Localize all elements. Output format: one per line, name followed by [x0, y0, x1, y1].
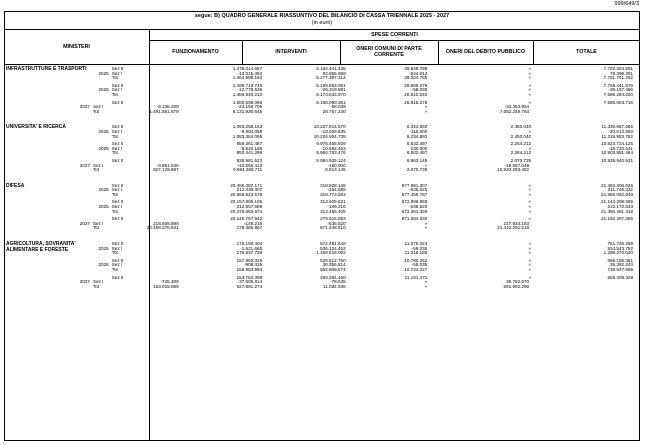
oneri-comuni-value: 6.234.892	[406, 133, 428, 139]
row-type: Tot	[92, 108, 100, 114]
interventi-value: 6.277.397.314	[316, 75, 346, 81]
oneri-comuni-value: -544.014	[409, 70, 428, 76]
totale-value: 11.339.867.665	[601, 124, 633, 130]
oneri-debito-value: «	[424, 283, 428, 289]
interventi-value: 318.928.148	[320, 182, 346, 188]
row-type: Tot	[111, 133, 118, 139]
funzionamento-value: 212.857.589	[236, 204, 263, 210]
oneri-debito-value: «	[528, 204, 532, 210]
oneri-debito-value: «	[528, 66, 532, 71]
oneri-debito-value: «	[528, 267, 532, 272]
year-label: 2025	[98, 187, 109, 193]
row-type: Sez II	[111, 66, 124, 71]
header-funzionamento: FUNZIONAMENTO	[172, 49, 219, 55]
row-type: Tot	[111, 75, 118, 81]
oneri-comuni-value: 6.502.497	[406, 150, 428, 156]
oneri-debito-value: «	[424, 104, 428, 110]
oneri-comuni-value: -59.035	[411, 245, 428, 251]
oneri-debito-value: «	[528, 91, 532, 97]
totale-value: 21.665.052.948	[601, 191, 633, 197]
page-title	[4, 13, 640, 27]
row-type: Sez II	[111, 99, 124, 105]
document-reference: 999/649/3	[614, 1, 639, 7]
title-unit: (in euro)	[311, 20, 333, 26]
oneri-comuni-value: 677.991.307	[401, 182, 428, 188]
totale-value: 691.992.299	[503, 283, 530, 289]
oneri-comuni-value: 6.813.145	[325, 167, 346, 173]
oneri-debito-value: «	[424, 162, 428, 168]
oneri-debito-value: «	[528, 250, 532, 256]
totale-value: 212.172.833	[607, 204, 633, 210]
oneri-comuni-value: 28.815.279	[404, 99, 428, 105]
oneri-comuni-value: 6.963.145	[406, 157, 428, 163]
interventi-value: 6.173.533.970	[316, 91, 346, 97]
totale-value: 21.356.481.418	[601, 208, 633, 214]
header-rule-top	[4, 29, 640, 30]
row-type: Tot	[111, 91, 118, 97]
interventi-value: 313.605.621	[320, 199, 346, 205]
funzionamento-value: 20.157.806.105	[230, 199, 263, 205]
funzionamento-value: 153.763.398	[236, 274, 263, 280]
header-rule-group	[149, 40, 640, 41]
interventi-value: 92.955.869	[322, 70, 346, 76]
funzionamento-value: 950.441.299	[236, 150, 263, 156]
row-type: Sez II	[111, 182, 124, 188]
interventi-value: 6.199.853.051	[316, 82, 346, 88]
interventi-value: 536.124.452	[320, 245, 346, 251]
interventi-value: 1.108.616.092	[316, 250, 346, 256]
totale-value: 7.685.603.718	[603, 99, 633, 105]
interventi-value: -24.159.706	[237, 104, 263, 110]
funzionamento-value: 212.436.407	[236, 187, 263, 193]
row-type: Tot	[111, 250, 118, 256]
oneri-debito-value: 2.450.040	[510, 133, 532, 139]
oneri-debito-value: «	[424, 225, 428, 231]
ministero-name: INFRASTRUTTURE E TRASPORTI	[6, 66, 87, 72]
funzionamento-value: 20.668.823.578	[230, 191, 263, 197]
ministero-name: UNIVERSITA' E RICERCA	[6, 124, 66, 131]
interventi-value: -10.009.835	[321, 128, 346, 134]
oneri-comuni-value: 28.888.079	[404, 82, 428, 88]
oneri-comuni-value: 11.082.936	[322, 283, 346, 289]
oneri-debito-value: «	[528, 70, 532, 76]
funzionamento-value: 1.083.364.095	[232, 133, 263, 139]
ministero-name: DIFESA	[6, 182, 25, 189]
oneri-comuni-value: 672.361.339	[401, 208, 428, 214]
funzionamento-value: 935.981.523	[236, 157, 263, 163]
interventi-value: 9.984.269.711	[233, 167, 263, 173]
totale-value: 10.903.991.484	[601, 150, 633, 156]
funzionamento-value: 1.478.014.657	[232, 66, 263, 71]
funzionamento-value: -1.521.665	[240, 245, 263, 251]
interventi-value: -149.216	[327, 204, 346, 210]
interventi-value: 572.491.640	[320, 241, 346, 247]
funzionamento-value: 959.361.487	[236, 141, 263, 147]
interventi-value: 279.465.867	[236, 225, 263, 231]
funzionamento-value: -8.920.168	[240, 145, 263, 151]
oneri-debito-value: «	[528, 245, 532, 251]
interventi-value: 6.184.441.445	[316, 66, 346, 71]
oneri-comuni-value: 6.344.892	[406, 124, 428, 130]
funzionamento-value: 20.240.767.942	[230, 216, 263, 222]
oneri-comuni-value: 671.448.810	[320, 225, 346, 231]
oneri-comuni-value: 6.632.497	[406, 141, 428, 147]
row-type: Sez I	[111, 70, 123, 76]
header-oneri-comuni: ONERI COMUNI DI PARTE CORRENTE	[356, 46, 422, 58]
oneri-debito-value: 2.264.212	[510, 150, 532, 156]
column-divider	[340, 40, 341, 65]
funzionamento-value: 20.370.663.674	[230, 208, 263, 214]
funzionamento-value: -9.894.058	[240, 128, 263, 134]
row-type: Tot	[111, 208, 118, 214]
totale-value: 211.746.322	[607, 187, 633, 193]
row-type: Sez I	[111, 245, 123, 251]
oneri-debito-value: «	[528, 87, 532, 93]
row-type: Sez II	[111, 157, 124, 163]
totale-value: 761.726.268	[607, 241, 633, 247]
row-type: Sez I	[111, 145, 123, 151]
oneri-comuni-value: -58.039	[330, 104, 346, 110]
row-type: Tot	[92, 283, 100, 289]
funzionamento-value: 153.018.089	[153, 283, 179, 289]
oneri-debito-value: 2.264.212	[510, 141, 532, 147]
totale-value: 655.209.329	[607, 274, 633, 280]
row-type: Sez I	[111, 87, 123, 93]
row-type: Tot	[92, 225, 100, 231]
funzionamento-value: -9.136.209	[156, 104, 179, 110]
oneri-comuni-value: 11.161.471	[404, 274, 428, 280]
year-label: 2026	[98, 87, 109, 93]
header-totale: TOTALE	[576, 49, 597, 55]
oneri-comuni-value: 672.896.859	[401, 199, 428, 205]
totale-value: 10.923.724.125	[601, 141, 633, 147]
interventi-value: 490.284.460	[320, 274, 346, 280]
row-type: Sez I	[92, 104, 104, 110]
year-label	[5, 285, 91, 290]
oneri-comuni-value: -78.535	[330, 279, 346, 285]
title-main: segue: B) QUADRO GENERALE RIASSUNTIVO DEL BILANCIO DI CASSA TRIENNALE 2025 - 2027	[194, 13, 450, 19]
row-type: Tot	[111, 191, 118, 197]
totale-value: 7.781.701.262	[603, 75, 633, 81]
table-row	[5, 285, 639, 290]
totale-value: 35.392.244	[610, 262, 633, 268]
interventi-value: 9.964.783.476	[316, 150, 346, 156]
interventi-value: 10.226.904.735	[313, 133, 346, 139]
oneri-debito-value: «	[528, 262, 532, 268]
totale-value: 534.543.752	[607, 245, 633, 251]
totale-value: 7.728.441.876	[603, 82, 633, 88]
oneri-comuni-value: 10.724.227	[404, 267, 428, 272]
funzionamento-value: -8.851.636	[156, 162, 179, 168]
oneri-debito-value: «	[528, 216, 532, 222]
totale-value: 21.410.291.518	[497, 225, 530, 231]
oneri-comuni-value: 28.810.040	[404, 91, 428, 97]
year-label: 2025	[98, 128, 109, 134]
interventi-value: 9.994.925.124	[316, 157, 346, 163]
oneri-comuni-value: 39.848.799	[404, 66, 428, 71]
funzionamento-value: 156.953.994	[236, 267, 263, 272]
totale-value: 1.296.270.020	[603, 250, 633, 256]
funzionamento-value: 1.464.999.163	[232, 75, 263, 81]
row-type: Tot	[111, 267, 118, 272]
oneri-comuni-value: -535.520	[327, 220, 346, 226]
oneri-debito-value: «	[528, 82, 532, 88]
funzionamento-value: 927.129.887	[153, 167, 179, 173]
oneri-debito-value: «	[528, 199, 532, 205]
funzionamento-value: 1.500.698.068	[232, 99, 263, 105]
header-rule-bottom	[4, 64, 640, 65]
year-label: 2027	[79, 279, 90, 285]
totale-value: 10.939.940.531	[601, 157, 633, 163]
funzionamento-value: 1.499.719.746	[232, 82, 263, 88]
oneri-comuni-value: -110.000	[409, 128, 428, 134]
totale-value: 730.547.595	[607, 267, 633, 272]
interventi-value: 279.615.083	[320, 216, 346, 222]
funzionamento-value: 176.637.739	[236, 250, 263, 256]
row-type: Sez I	[111, 187, 123, 193]
funzionamento-value: -12.779.536	[237, 87, 263, 93]
interventi-value: 6.131.930.645	[232, 108, 263, 114]
totale-value: -19.732.641	[608, 145, 633, 151]
row-type: Sez I	[92, 162, 104, 168]
totale-value: 10.920.283.482	[497, 167, 530, 173]
year-label: 2027	[79, 162, 90, 168]
funzionamento-value: 20.459.376.841	[146, 225, 179, 231]
oneri-comuni-value: -150.000	[327, 162, 346, 168]
year-label: 2026	[98, 262, 109, 268]
oneri-comuni-value: 11.016.189	[404, 250, 428, 256]
oneri-debito-value: «	[528, 257, 532, 263]
funzionamento-value: -745.309	[160, 279, 179, 285]
year-label: 2026	[98, 204, 109, 210]
oneri-debito-value: «	[424, 279, 428, 285]
totale-value: 695.155.351	[607, 257, 633, 263]
interventi-value: -10.682.453	[321, 145, 346, 151]
header-spese-correnti: SPESE CORRENTI	[371, 32, 418, 38]
oneri-debito-value: «	[528, 187, 532, 193]
oneri-debito-value: 2.070.739	[510, 157, 532, 163]
totale-value: 217.924.163	[503, 220, 530, 226]
row-type: Tot	[92, 167, 100, 173]
totale-value: -19.657.049	[504, 162, 530, 168]
funzionamento-value: -908.335	[244, 262, 263, 268]
oneri-debito-value: «	[528, 274, 532, 280]
totale-value: 21.144.308.585	[601, 199, 633, 205]
oneri-debito-value: 2.070.739	[406, 167, 428, 173]
year-label: 2025	[98, 70, 109, 76]
totale-value: 36.782.970	[506, 279, 530, 285]
interventi-value: 562.869.574	[320, 267, 346, 272]
oneri-debito-value: 2.450.040	[510, 124, 532, 130]
oneri-debito-value: «	[528, 75, 532, 81]
row-type: Sez II	[111, 274, 124, 280]
row-type: Tot	[111, 150, 118, 156]
interventi-value: 313.456.405	[320, 208, 346, 214]
row-type: Sez II	[111, 257, 124, 263]
oneri-comuni-value: -58.039	[411, 87, 428, 93]
totale-value: -20.013.893	[608, 128, 633, 134]
year-label: 2027	[79, 104, 90, 110]
oneri-comuni-value: 11.075.224	[404, 241, 428, 247]
row-type: Sez I	[92, 279, 104, 285]
interventi-value: -154.585	[327, 187, 346, 193]
oneri-comuni-value: 39.304.785	[404, 75, 428, 81]
interventi-value: 36.356.814	[322, 262, 346, 268]
interventi-value: 10.237.814.570	[313, 124, 346, 130]
interventi-value: 318.773.583	[320, 191, 346, 197]
funzionamento-value: -13.015.494	[237, 70, 263, 76]
oneri-debito-value: «	[528, 241, 532, 247]
row-type: Sez II	[111, 241, 124, 247]
funzionamento-value: 178.159.404	[236, 241, 263, 247]
funzionamento-value: 20.456.387.171	[230, 182, 263, 188]
oneri-debito-value: «	[424, 220, 428, 226]
totale-value: 11.318.953.762	[601, 133, 633, 139]
oneri-debito-value: «	[528, 182, 532, 188]
interventi-value: -149.216	[244, 220, 263, 226]
oneri-debito-value: «	[528, 191, 532, 197]
totale-value: -39.157.456	[608, 87, 633, 93]
oneri-debito-value: «	[528, 128, 532, 134]
row-type: Sez II	[111, 199, 124, 205]
interventi-value: -10.655.413	[237, 162, 263, 168]
totale-value: 21.192.367.355	[601, 216, 633, 222]
oneri-debito-value: «	[424, 108, 428, 114]
interventi-value: 527.891.274	[236, 283, 263, 289]
year-label: 2026	[98, 145, 109, 151]
header-ministeri: MINISTERI	[63, 44, 90, 50]
row-type: Sez I	[111, 128, 123, 134]
interventi-value: 526.512.760	[320, 257, 346, 263]
year-label: 2027	[79, 220, 90, 226]
header-interventi: INTERVENTI	[275, 49, 307, 55]
oneri-comuni-value: -535.520	[409, 204, 428, 210]
year-label: 2025	[98, 245, 109, 251]
totale-value: 21.453.306.626	[601, 182, 633, 188]
interventi-value: 9.975.465.929	[316, 141, 346, 147]
totale-value: 79.396.361	[610, 70, 633, 76]
oneri-debito-value: «	[528, 99, 532, 105]
oneri-comuni-value: -130.000	[409, 145, 428, 151]
funzionamento-value: 1.093.258.163	[232, 124, 263, 130]
funzionamento-value: 218.608.899	[153, 220, 179, 226]
row-type: Sez II	[111, 82, 124, 88]
funzionamento-value: 157.862.329	[236, 257, 263, 263]
row-type: Sez II	[111, 216, 124, 222]
row-type: Sez II	[111, 141, 124, 147]
oneri-comuni-value: -535.620	[409, 187, 428, 193]
oneri-comuni-value: 677.455.787	[401, 191, 428, 197]
totale-value: -33.353.954	[504, 104, 530, 110]
interventi-value: 6.156.090.351	[316, 99, 346, 105]
interventi-value: -26.319.881	[321, 87, 346, 93]
budget-table	[5, 67, 639, 289]
row-type: Sez I	[92, 220, 104, 226]
oneri-debito-value: «	[528, 208, 532, 214]
header-oneri-debito: ONERI DEL DEBITO PUBBLICO	[445, 49, 526, 55]
oneri-comuni-value: -55.035	[411, 262, 428, 268]
funzionamento-value: 1.491.561.879	[149, 108, 179, 114]
totale-value: 7.702.304.901	[603, 66, 633, 71]
oneri-debito-value: «	[528, 145, 532, 151]
totale-value: 7.652.249.764	[499, 108, 530, 114]
oneri-comuni-value: 10.780.262	[404, 257, 428, 263]
row-type: Sez II	[111, 124, 124, 130]
interventi-value: 37.606.814	[239, 279, 263, 285]
oneri-comuni-value: 671.984.330	[401, 216, 428, 222]
funzionamento-value: 1.486.940.210	[232, 91, 263, 97]
totale-value: 7.689.284.220	[603, 91, 633, 97]
row-type: Sez I	[111, 204, 123, 210]
row-type: Sez I	[111, 262, 123, 268]
ministero-name: AGRICOLTURA, SOVRANITA' ALIMENTARE E FORESTE	[6, 241, 76, 253]
oneri-comuni-value: 28.757.240	[322, 108, 346, 114]
